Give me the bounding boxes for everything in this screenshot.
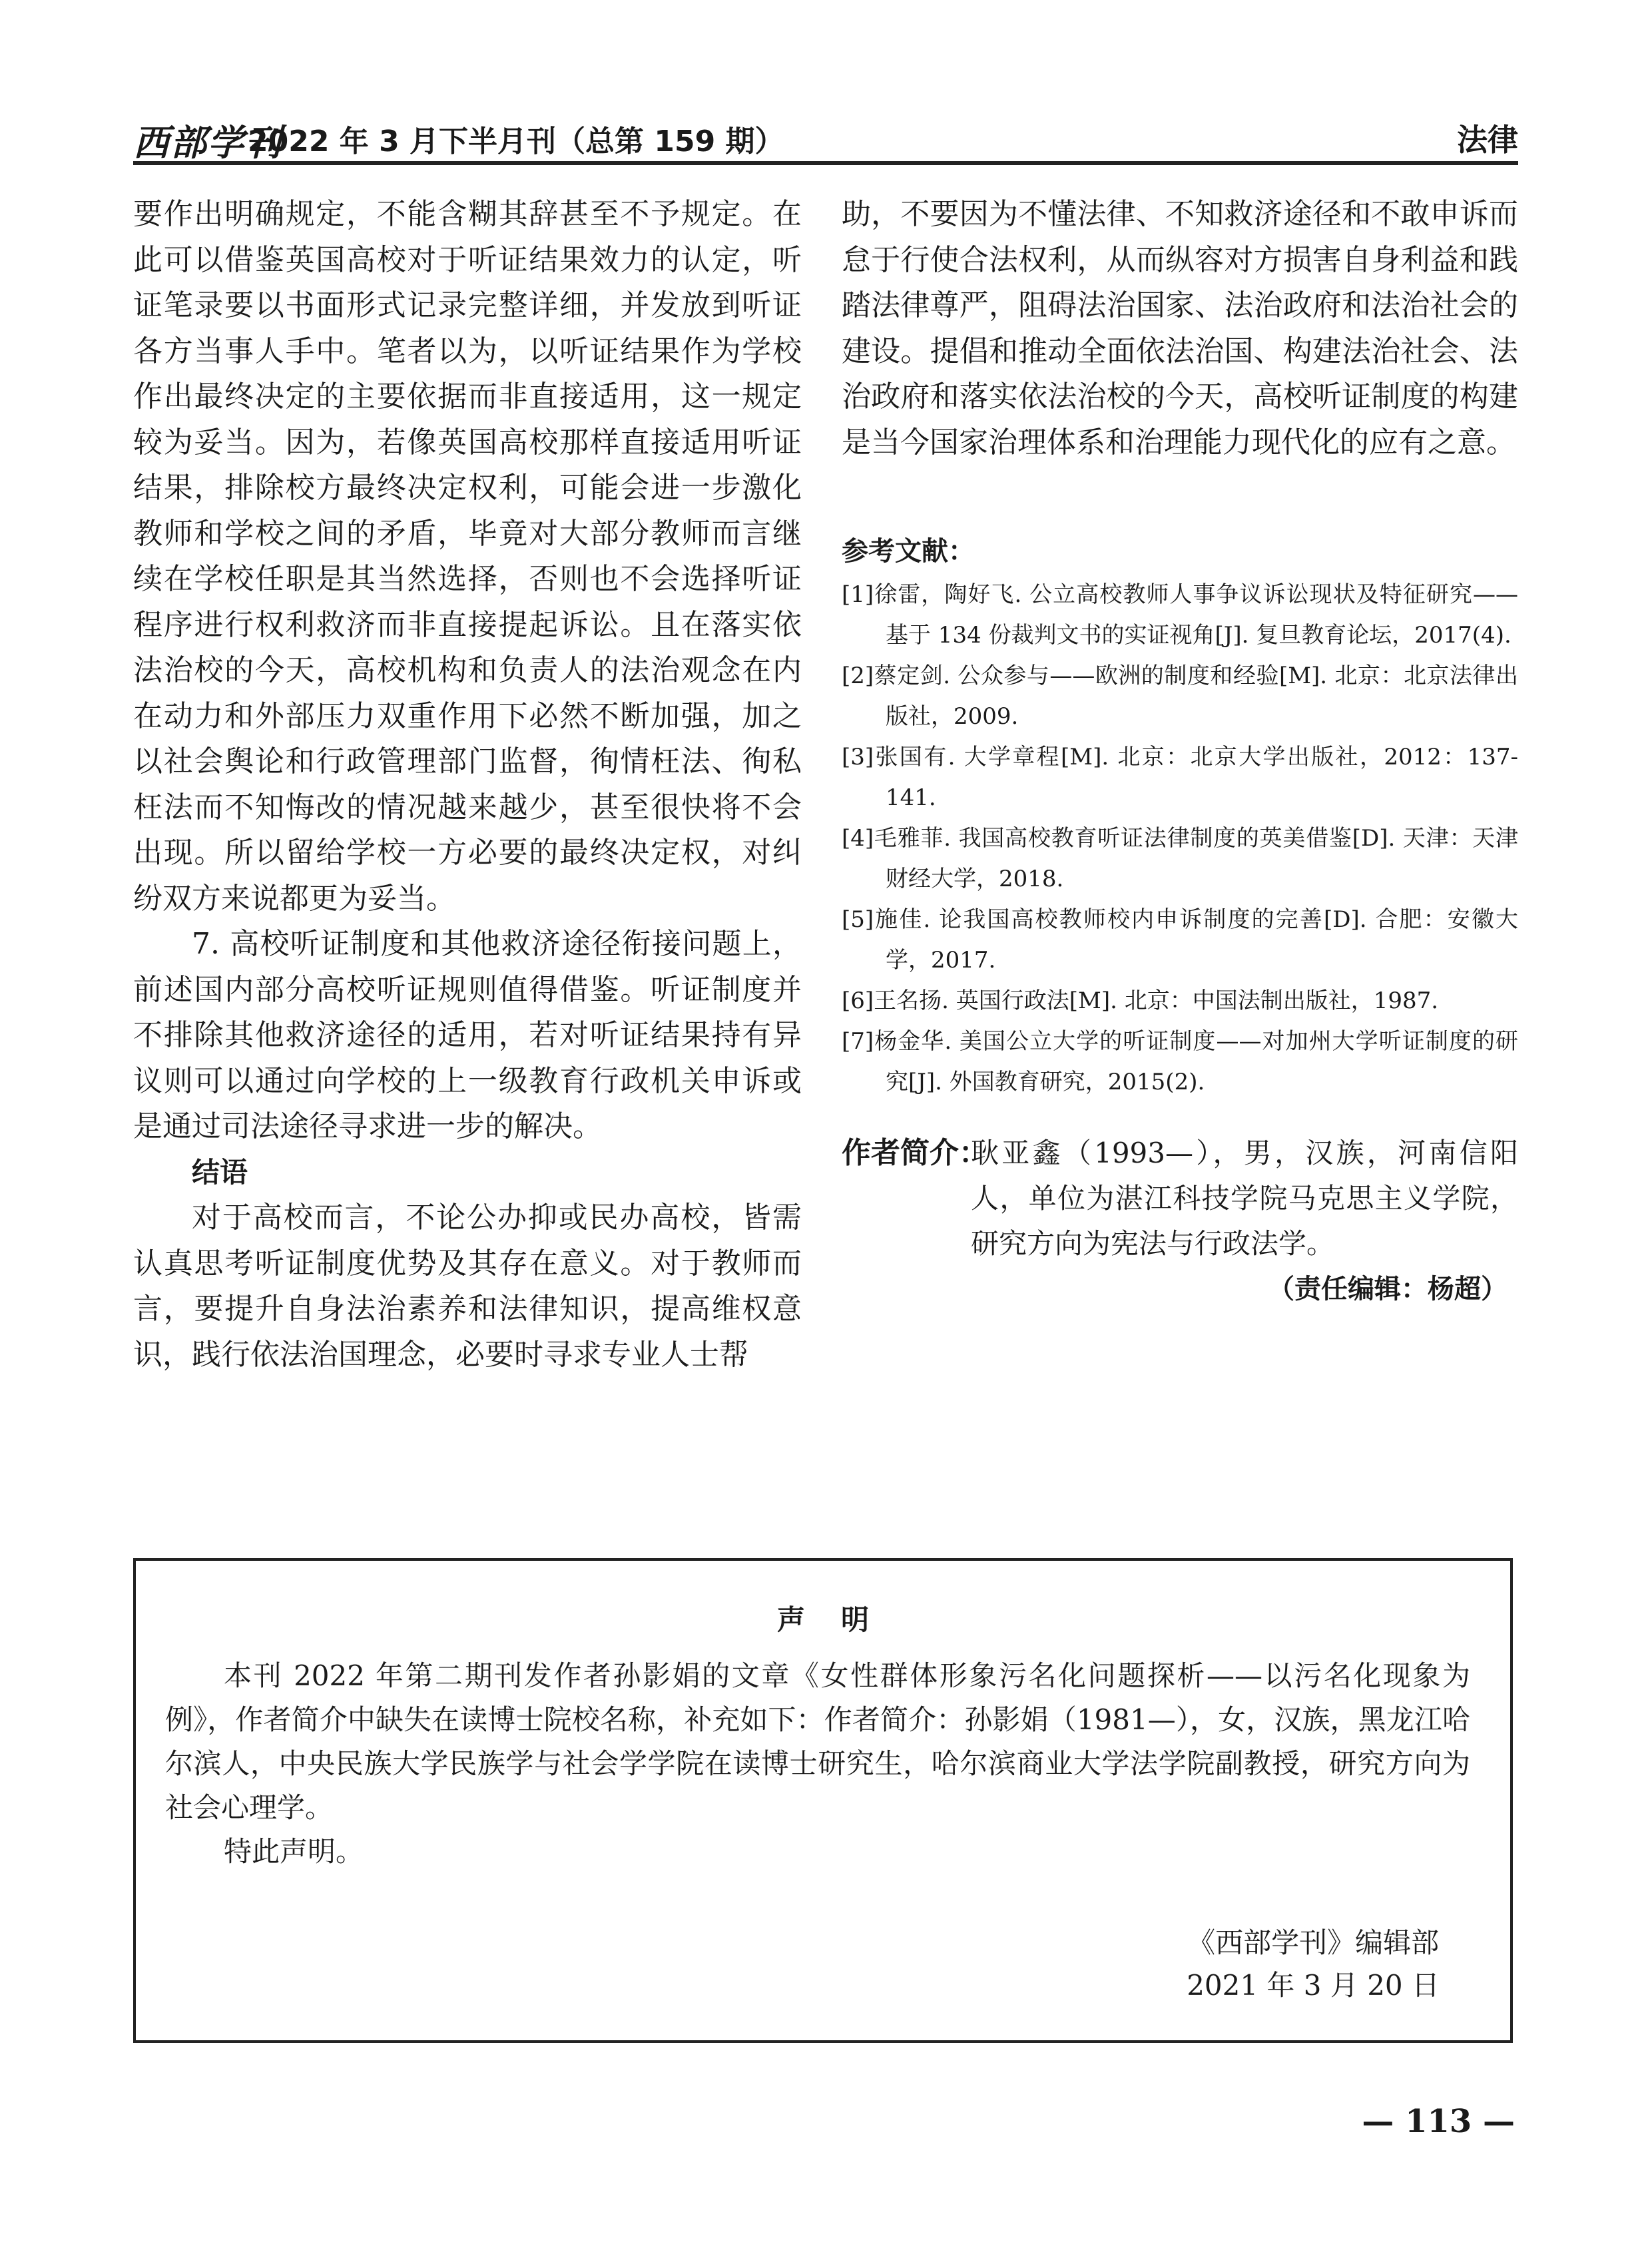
header-rule [133, 161, 1518, 165]
reference-item: [5]施佳. 论我国高校教师校内申诉制度的完善[D]. 合肥：安徽大学，2017. [842, 906, 1518, 974]
author-bio-label: 作者简介： [842, 1136, 988, 1170]
notice-body [165, 1654, 1470, 1874]
page-header [133, 112, 1518, 164]
notice-signature-date: 2021 年 3 月 20 日 [1187, 1969, 1440, 2002]
conclusion-heading: 结语 [192, 1155, 248, 1189]
reference-item: [3]张国有. 大学章程[M]. 北京：北京大学出版社，2012：137-141. [842, 744, 1518, 811]
left-column [133, 192, 802, 1378]
author-bio-text: 耿亚鑫（1993—），男，汉族，河南信阳人，单位为湛江科技学院马克思主义学院，研究方向为宪法与行政法学。 [971, 1137, 1518, 1260]
reference-item: [4]毛雅菲. 我国高校教育听证法律制度的英美借鉴[D]. 天津：天津财经大学，2018. [842, 825, 1518, 892]
responsible-editor: （责任编辑：杨超） [1268, 1274, 1508, 1304]
left-paragraph-1: 要作出明确规定，不能含糊其辞甚至不予规定。在此可以借鉴英国高校对于听证结果效力的认定，听证笔录要以书面形式记录完整详细，并发放到听证各方当事人手中。笔者以为，以听证结果作为学校作出最终决定的主要依据而非直接适用，这一规定较为妥当。因为，若像英国高校那样直接适用听证结果，排除校方最终决定权利，可能会进一步激化教师和学校之间的矛盾，毕竟对大部分教师而言继续在学校任职是其当然选择，否则也不会选择听证程序进行权利救济而非直接提起诉讼。且在落实依法治校的今天，高校机构和负责人的法治观念在内在动力和外部压力双重作用下必然不断加强，加之以社会舆论和行政管理部门监督，徇情枉法、徇私枉法而不知悔改的情况越来越少，甚至很快将不会出现。所以留给学校一方必要的最终决定权，对纠纷双方来说都更为妥当。 [133, 197, 802, 916]
author-bio [842, 1131, 1518, 1266]
notice-closing: 特此声明。 [224, 1835, 364, 1868]
issue-info: 2022 年 3 月下半月刊（总第 159 期） [248, 125, 784, 158]
right-column [842, 192, 1518, 1312]
left-paragraph-2: 7. 高校听证制度和其他救济途径衔接问题上，前述国内部分高校听证规则值得借鉴。听证制度并不排除其他救济途径的适用，若对听证结果持有异议则可以通过向学校的上一级教育行政机关申诉或是通过司法途径寻求进一步的解决。 [133, 927, 802, 1143]
reference-item: [7]杨金华. 美国公立大学的听证制度——对加州大学听证制度的研究[J]. 外国教育研究，2015(2). [842, 1028, 1518, 1095]
page-number: — 113 — [1362, 2103, 1515, 2140]
left-paragraph-3: 对于高校而言，不论公办抑或民办高校，皆需认真思考听证制度优势及其存在意义。对于教师而言，要提升自身法治素养和法律知识，提高维权意识，践行依法治国理念，必要时寻求专业人士帮 [133, 1201, 802, 1372]
reference-item: [1]徐雷，陶好飞. 公立高校教师人事争议诉讼现状及特征研究——基于 134 份裁判文书的实证视角[J]. 复旦教育论坛，2017(4). [842, 581, 1518, 649]
notice-paragraph: 本刊 2022 年第二期刊发作者孙影娟的文章《女性群体形象污名化问题探析——以污名化现象为例》，作者简介中缺失在读博士院校名称，补充如下：作者简介：孙影娟（1981—），女，汉族，黑龙江哈尔滨人，中央民族大学民族学与社会学学院在读博士研究生，哈尔滨商业大学法学院副教授，研究方向为社会心理学。 [165, 1659, 1470, 1824]
reference-item: [2]蔡定剑. 公众参与——欧洲的制度和经验[M]. 北京：北京法律出版社，2009. [842, 663, 1518, 730]
notice-title: 声明 [776, 1603, 905, 1636]
journal-logo: 西部学刊 [133, 121, 282, 164]
section-name: 法律 [1457, 122, 1518, 158]
notice-signature [1187, 1922, 1440, 2007]
notice-box [133, 1558, 1513, 2043]
right-paragraph-1: 助，不要因为不懂法律、不知救济途径和不敢申诉而怠于行使合法权利，从而纵容对方损害自身利益和践踏法律尊严，阻碍法治国家、法治政府和法治社会的建设。提倡和推动全面依法治国、构建法治社会、法治政府和落实依法治校的今天，高校听证制度的构建是当今国家治理体系和治理能力现代化的应有之意。 [842, 197, 1518, 459]
notice-signature-org: 《西部学刊》编辑部 [1187, 1926, 1440, 1959]
reference-item: [6]王名扬. 英国行政法[M]. 北京：中国法制出版社，1987. [842, 987, 1439, 1014]
references-heading: 参考文献： [842, 536, 975, 567]
references-list [842, 575, 1518, 1103]
